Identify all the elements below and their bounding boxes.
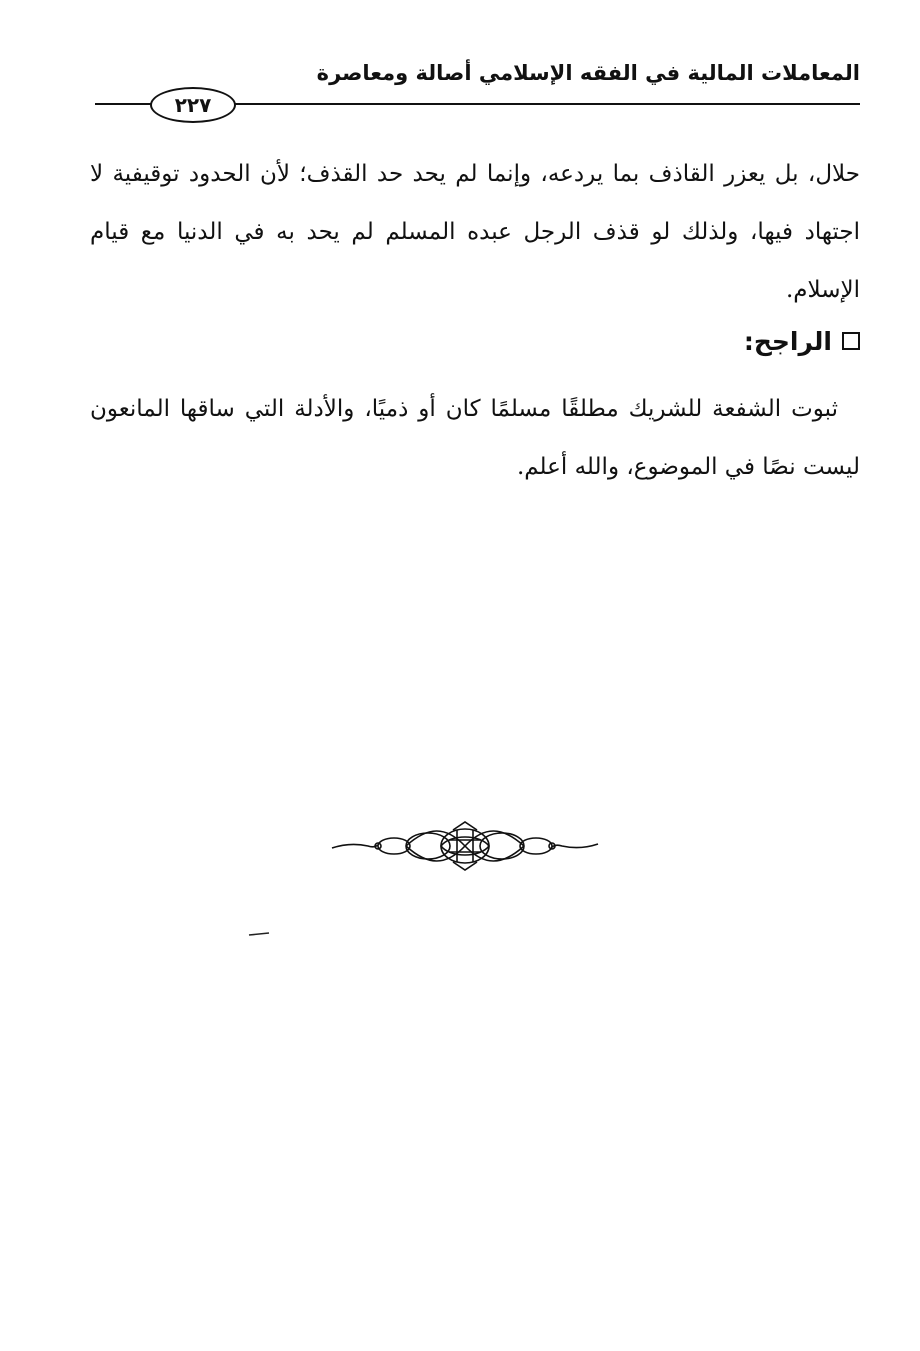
page-number: ٢٢٧ (150, 87, 236, 123)
running-header-title: المعاملات المالية في الفقه الإسلامي أصالة ومعاصرة (316, 61, 860, 85)
body-text (90, 145, 860, 319)
conclusion-paragraph: ثبوت الشفعة للشريك مطلقًا مسلمًا كان أو ذميًا، والأدلة التي ساقها المانعون ليست نصًا في الموضوع، والله أعلم. (90, 396, 860, 480)
decorative-divider-icon (330, 818, 600, 874)
section-heading (90, 322, 860, 362)
paragraph-continued: حلال، بل يعزر القاذف بما يردعه، وإنما لم يحد حد القذف؛ لأن الحدود توقيفية لا اجتهاد فيها، ولذلك لو قذف الرجل عبده المسلم لم يحد به في الدنيا مع قيام الإسلام. (90, 161, 860, 303)
checkbox-square-icon (842, 332, 860, 350)
conclusion-text (90, 380, 860, 496)
stray-ink-mark (248, 932, 270, 936)
section-heading-label: الراجح: (743, 327, 832, 356)
